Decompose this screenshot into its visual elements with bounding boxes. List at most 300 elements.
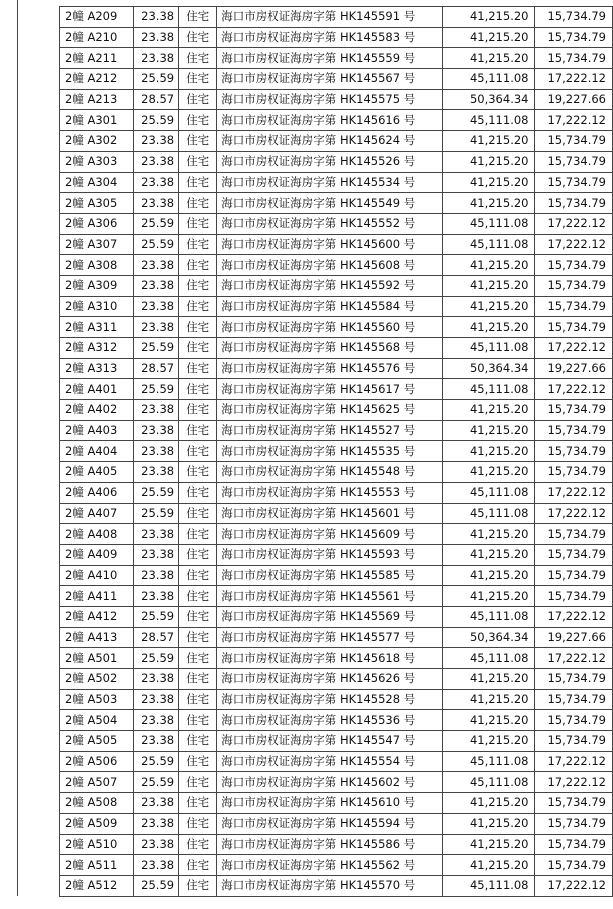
total-price-cell: 41,215.20 <box>442 7 535 28</box>
table-row <box>60 89 613 110</box>
unit-cell: 2幢 A302 <box>60 131 134 152</box>
area-cell: 25.59 <box>134 234 179 255</box>
unit-cell: 2幢 A301 <box>60 110 134 131</box>
certificate-cell: 海口市房权证海房字第 HK145602 号 <box>217 772 443 793</box>
usage-cell: 住宅 <box>179 317 217 338</box>
certificate-cell: 海口市房权证海房字第 HK145568 号 <box>217 338 443 359</box>
usage-cell: 住宅 <box>179 358 217 379</box>
usage-cell: 住宅 <box>179 441 217 462</box>
area-cell: 23.38 <box>134 420 179 441</box>
unit-cell: 2幢 A408 <box>60 524 134 545</box>
usage-cell: 住宅 <box>179 710 217 731</box>
usage-cell: 住宅 <box>179 213 217 234</box>
total-price-cell: 41,215.20 <box>442 834 535 855</box>
table-row <box>60 855 613 876</box>
usage-cell: 住宅 <box>179 255 217 276</box>
unit-price-cell: 15,734.79 <box>535 441 613 462</box>
usage-cell: 住宅 <box>179 27 217 48</box>
certificate-cell: 海口市房权证海房字第 HK145585 号 <box>217 565 443 586</box>
table-row <box>60 48 613 69</box>
area-cell: 23.38 <box>134 710 179 731</box>
total-price-cell: 50,364.34 <box>442 358 535 379</box>
usage-cell: 住宅 <box>179 793 217 814</box>
area-cell: 25.59 <box>134 379 179 400</box>
area-cell: 25.59 <box>134 875 179 896</box>
certificate-cell: 海口市房权证海房字第 HK145553 号 <box>217 482 443 503</box>
unit-price-cell: 17,222.12 <box>535 110 613 131</box>
unit-price-cell: 15,734.79 <box>535 731 613 752</box>
table-row <box>60 544 613 565</box>
unit-price-cell: 15,734.79 <box>535 27 613 48</box>
certificate-cell: 海口市房权证海房字第 HK145536 号 <box>217 710 443 731</box>
certificate-cell: 海口市房权证海房字第 HK145625 号 <box>217 400 443 421</box>
table-row <box>60 710 613 731</box>
unit-cell: 2幢 A409 <box>60 544 134 565</box>
certificate-cell: 海口市房权证海房字第 HK145591 号 <box>217 7 443 28</box>
table-row <box>60 193 613 214</box>
unit-price-cell: 15,734.79 <box>535 565 613 586</box>
table-row <box>60 834 613 855</box>
total-price-cell: 41,215.20 <box>442 131 535 152</box>
certificate-cell: 海口市房权证海房字第 HK145559 号 <box>217 48 443 69</box>
area-cell: 23.38 <box>134 151 179 172</box>
unit-cell: 2幢 A403 <box>60 420 134 441</box>
area-cell: 23.38 <box>134 172 179 193</box>
certificate-cell: 海口市房权证海房字第 HK145567 号 <box>217 69 443 90</box>
table-row <box>60 669 613 690</box>
unit-cell: 2幢 A503 <box>60 689 134 710</box>
certificate-cell: 海口市房权证海房字第 HK145617 号 <box>217 379 443 400</box>
unit-price-cell: 15,734.79 <box>535 586 613 607</box>
table-row <box>60 751 613 772</box>
area-cell: 23.38 <box>134 131 179 152</box>
total-price-cell: 45,111.08 <box>442 503 535 524</box>
usage-cell: 住宅 <box>179 772 217 793</box>
unit-price-cell: 17,222.12 <box>535 503 613 524</box>
certificate-cell: 海口市房权证海房字第 HK145586 号 <box>217 834 443 855</box>
area-cell: 25.59 <box>134 503 179 524</box>
table-row <box>60 338 613 359</box>
unit-cell: 2幢 A412 <box>60 606 134 627</box>
unit-cell: 2幢 A308 <box>60 255 134 276</box>
property-table <box>59 6 613 897</box>
total-price-cell: 41,215.20 <box>442 669 535 690</box>
total-price-cell: 45,111.08 <box>442 482 535 503</box>
usage-cell: 住宅 <box>179 731 217 752</box>
table-row <box>60 875 613 896</box>
unit-cell: 2幢 A404 <box>60 441 134 462</box>
table-row <box>60 131 613 152</box>
certificate-cell: 海口市房权证海房字第 HK145584 号 <box>217 296 443 317</box>
area-cell: 23.38 <box>134 317 179 338</box>
unit-price-cell: 15,734.79 <box>535 524 613 545</box>
unit-price-cell: 17,222.12 <box>535 875 613 896</box>
area-cell: 23.38 <box>134 586 179 607</box>
unit-cell: 2幢 A310 <box>60 296 134 317</box>
unit-cell: 2幢 A509 <box>60 813 134 834</box>
unit-price-cell: 15,734.79 <box>535 7 613 28</box>
total-price-cell: 45,111.08 <box>442 338 535 359</box>
certificate-cell: 海口市房权证海房字第 HK145583 号 <box>217 27 443 48</box>
area-cell: 23.38 <box>134 731 179 752</box>
unit-price-cell: 17,222.12 <box>535 606 613 627</box>
table-row <box>60 689 613 710</box>
unit-price-cell: 17,222.12 <box>535 338 613 359</box>
area-cell: 23.38 <box>134 275 179 296</box>
total-price-cell: 41,215.20 <box>442 689 535 710</box>
unit-price-cell: 19,227.66 <box>535 89 613 110</box>
usage-cell: 住宅 <box>179 689 217 710</box>
total-price-cell: 41,215.20 <box>442 586 535 607</box>
certificate-cell: 海口市房权证海房字第 HK145608 号 <box>217 255 443 276</box>
total-price-cell: 45,111.08 <box>442 234 535 255</box>
unit-cell: 2幢 A505 <box>60 731 134 752</box>
total-price-cell: 41,215.20 <box>442 317 535 338</box>
usage-cell: 住宅 <box>179 648 217 669</box>
usage-cell: 住宅 <box>179 524 217 545</box>
usage-cell: 住宅 <box>179 338 217 359</box>
table-row <box>60 648 613 669</box>
unit-price-cell: 17,222.12 <box>535 482 613 503</box>
table-row <box>60 524 613 545</box>
total-price-cell: 50,364.34 <box>442 89 535 110</box>
certificate-cell: 海口市房权证海房字第 HK145535 号 <box>217 441 443 462</box>
unit-cell: 2幢 A501 <box>60 648 134 669</box>
area-cell: 23.38 <box>134 48 179 69</box>
unit-cell: 2幢 A309 <box>60 275 134 296</box>
usage-cell: 住宅 <box>179 420 217 441</box>
area-cell: 25.59 <box>134 648 179 669</box>
area-cell: 25.59 <box>134 751 179 772</box>
unit-price-cell: 17,222.12 <box>535 69 613 90</box>
unit-price-cell: 15,734.79 <box>535 48 613 69</box>
unit-cell: 2幢 A312 <box>60 338 134 359</box>
total-price-cell: 45,111.08 <box>442 110 535 131</box>
table-row <box>60 627 613 648</box>
certificate-cell: 海口市房权证海房字第 HK145594 号 <box>217 813 443 834</box>
table-row <box>60 255 613 276</box>
total-price-cell: 41,215.20 <box>442 400 535 421</box>
unit-price-cell: 15,734.79 <box>535 793 613 814</box>
certificate-cell: 海口市房权证海房字第 HK145618 号 <box>217 648 443 669</box>
table-row <box>60 7 613 28</box>
total-price-cell: 41,215.20 <box>442 275 535 296</box>
total-price-cell: 41,215.20 <box>442 565 535 586</box>
unit-cell: 2幢 A502 <box>60 669 134 690</box>
usage-cell: 住宅 <box>179 275 217 296</box>
usage-cell: 住宅 <box>179 48 217 69</box>
usage-cell: 住宅 <box>179 89 217 110</box>
total-price-cell: 45,111.08 <box>442 875 535 896</box>
usage-cell: 住宅 <box>179 669 217 690</box>
usage-cell: 住宅 <box>179 462 217 483</box>
usage-cell: 住宅 <box>179 151 217 172</box>
total-price-cell: 45,111.08 <box>442 69 535 90</box>
certificate-cell: 海口市房权证海房字第 HK145560 号 <box>217 317 443 338</box>
table-row <box>60 503 613 524</box>
table-row <box>60 69 613 90</box>
unit-cell: 2幢 A411 <box>60 586 134 607</box>
total-price-cell: 45,111.08 <box>442 379 535 400</box>
certificate-cell: 海口市房权证海房字第 HK145609 号 <box>217 524 443 545</box>
unit-price-cell: 19,227.66 <box>535 627 613 648</box>
table-row <box>60 420 613 441</box>
table-row <box>60 317 613 338</box>
area-cell: 25.59 <box>134 213 179 234</box>
area-cell: 25.59 <box>134 338 179 359</box>
table-row <box>60 172 613 193</box>
area-cell: 23.38 <box>134 855 179 876</box>
table-row <box>60 213 613 234</box>
unit-cell: 2幢 A211 <box>60 48 134 69</box>
unit-cell: 2幢 A512 <box>60 875 134 896</box>
total-price-cell: 41,215.20 <box>442 462 535 483</box>
unit-cell: 2幢 A405 <box>60 462 134 483</box>
unit-price-cell: 15,734.79 <box>535 193 613 214</box>
table-row <box>60 586 613 607</box>
table-row <box>60 400 613 421</box>
certificate-cell: 海口市房权证海房字第 HK145593 号 <box>217 544 443 565</box>
certificate-cell: 海口市房权证海房字第 HK145575 号 <box>217 89 443 110</box>
unit-price-cell: 15,734.79 <box>535 420 613 441</box>
total-price-cell: 50,364.34 <box>442 627 535 648</box>
table-row <box>60 606 613 627</box>
certificate-cell: 海口市房权证海房字第 HK145570 号 <box>217 875 443 896</box>
unit-cell: 2幢 A511 <box>60 855 134 876</box>
unit-price-cell: 15,734.79 <box>535 172 613 193</box>
table-row <box>60 151 613 172</box>
usage-cell: 住宅 <box>179 7 217 28</box>
area-cell: 23.38 <box>134 793 179 814</box>
area-cell: 25.59 <box>134 110 179 131</box>
area-cell: 23.38 <box>134 544 179 565</box>
unit-price-cell: 17,222.12 <box>535 751 613 772</box>
usage-cell: 住宅 <box>179 400 217 421</box>
unit-price-cell: 15,734.79 <box>535 131 613 152</box>
area-cell: 25.59 <box>134 69 179 90</box>
certificate-cell: 海口市房权证海房字第 HK145561 号 <box>217 586 443 607</box>
table-row <box>60 110 613 131</box>
unit-cell: 2幢 A504 <box>60 710 134 731</box>
unit-cell: 2幢 A304 <box>60 172 134 193</box>
certificate-cell: 海口市房权证海房字第 HK145569 号 <box>217 606 443 627</box>
area-cell: 23.38 <box>134 565 179 586</box>
unit-price-cell: 15,734.79 <box>535 544 613 565</box>
certificate-cell: 海口市房权证海房字第 HK145626 号 <box>217 669 443 690</box>
total-price-cell: 41,215.20 <box>442 731 535 752</box>
unit-price-cell: 19,227.66 <box>535 358 613 379</box>
table-row <box>60 731 613 752</box>
table-row <box>60 234 613 255</box>
certificate-cell: 海口市房权证海房字第 HK145624 号 <box>217 131 443 152</box>
usage-cell: 住宅 <box>179 565 217 586</box>
total-price-cell: 41,215.20 <box>442 544 535 565</box>
table-row <box>60 296 613 317</box>
unit-cell: 2幢 A305 <box>60 193 134 214</box>
certificate-cell: 海口市房权证海房字第 HK145547 号 <box>217 731 443 752</box>
total-price-cell: 41,215.20 <box>442 193 535 214</box>
total-price-cell: 41,215.20 <box>442 524 535 545</box>
area-cell: 25.59 <box>134 772 179 793</box>
total-price-cell: 41,215.20 <box>442 710 535 731</box>
usage-cell: 住宅 <box>179 544 217 565</box>
usage-cell: 住宅 <box>179 751 217 772</box>
certificate-cell: 海口市房权证海房字第 HK145552 号 <box>217 213 443 234</box>
usage-cell: 住宅 <box>179 296 217 317</box>
unit-price-cell: 17,222.12 <box>535 213 613 234</box>
usage-cell: 住宅 <box>179 193 217 214</box>
area-cell: 23.38 <box>134 27 179 48</box>
certificate-cell: 海口市房权证海房字第 HK145548 号 <box>217 462 443 483</box>
unit-price-cell: 15,734.79 <box>535 462 613 483</box>
unit-cell: 2幢 A402 <box>60 400 134 421</box>
unit-price-cell: 15,734.79 <box>535 255 613 276</box>
unit-price-cell: 15,734.79 <box>535 710 613 731</box>
table-row <box>60 462 613 483</box>
unit-price-cell: 15,734.79 <box>535 400 613 421</box>
total-price-cell: 45,111.08 <box>442 606 535 627</box>
unit-cell: 2幢 A510 <box>60 834 134 855</box>
table-row <box>60 275 613 296</box>
area-cell: 28.57 <box>134 627 179 648</box>
certificate-cell: 海口市房权证海房字第 HK145610 号 <box>217 793 443 814</box>
certificate-cell: 海口市房权证海房字第 HK145526 号 <box>217 151 443 172</box>
left-border-line <box>17 0 18 896</box>
total-price-cell: 45,111.08 <box>442 648 535 669</box>
table-row <box>60 565 613 586</box>
total-price-cell: 41,215.20 <box>442 27 535 48</box>
area-cell: 23.38 <box>134 7 179 28</box>
unit-price-cell: 17,222.12 <box>535 234 613 255</box>
unit-cell: 2幢 A311 <box>60 317 134 338</box>
usage-cell: 住宅 <box>179 606 217 627</box>
unit-cell: 2幢 A406 <box>60 482 134 503</box>
total-price-cell: 41,215.20 <box>442 255 535 276</box>
unit-cell: 2幢 A407 <box>60 503 134 524</box>
table-row <box>60 772 613 793</box>
unit-cell: 2幢 A209 <box>60 7 134 28</box>
total-price-cell: 45,111.08 <box>442 751 535 772</box>
area-cell: 23.38 <box>134 834 179 855</box>
unit-price-cell: 15,734.79 <box>535 669 613 690</box>
certificate-cell: 海口市房权证海房字第 HK145601 号 <box>217 503 443 524</box>
certificate-cell: 海口市房权证海房字第 HK145592 号 <box>217 275 443 296</box>
certificate-cell: 海口市房权证海房字第 HK145562 号 <box>217 855 443 876</box>
unit-cell: 2幢 A212 <box>60 69 134 90</box>
property-table-body <box>60 7 613 897</box>
table-row <box>60 813 613 834</box>
certificate-cell: 海口市房权证海房字第 HK145554 号 <box>217 751 443 772</box>
area-cell: 28.57 <box>134 89 179 110</box>
area-cell: 23.38 <box>134 193 179 214</box>
unit-cell: 2幢 A303 <box>60 151 134 172</box>
area-cell: 25.59 <box>134 482 179 503</box>
unit-cell: 2幢 A401 <box>60 379 134 400</box>
usage-cell: 住宅 <box>179 482 217 503</box>
unit-price-cell: 15,734.79 <box>535 813 613 834</box>
unit-price-cell: 15,734.79 <box>535 317 613 338</box>
unit-cell: 2幢 A413 <box>60 627 134 648</box>
total-price-cell: 41,215.20 <box>442 151 535 172</box>
usage-cell: 住宅 <box>179 855 217 876</box>
total-price-cell: 45,111.08 <box>442 772 535 793</box>
usage-cell: 住宅 <box>179 627 217 648</box>
unit-cell: 2幢 A306 <box>60 213 134 234</box>
usage-cell: 住宅 <box>179 379 217 400</box>
certificate-cell: 海口市房权证海房字第 HK145576 号 <box>217 358 443 379</box>
unit-price-cell: 15,734.79 <box>535 689 613 710</box>
usage-cell: 住宅 <box>179 172 217 193</box>
total-price-cell: 41,215.20 <box>442 813 535 834</box>
certificate-cell: 海口市房权证海房字第 HK145534 号 <box>217 172 443 193</box>
unit-cell: 2幢 A506 <box>60 751 134 772</box>
certificate-cell: 海口市房权证海房字第 HK145616 号 <box>217 110 443 131</box>
usage-cell: 住宅 <box>179 69 217 90</box>
certificate-cell: 海口市房权证海房字第 HK145527 号 <box>217 420 443 441</box>
unit-price-cell: 15,734.79 <box>535 275 613 296</box>
unit-cell: 2幢 A307 <box>60 234 134 255</box>
usage-cell: 住宅 <box>179 234 217 255</box>
total-price-cell: 41,215.20 <box>442 48 535 69</box>
unit-cell: 2幢 A210 <box>60 27 134 48</box>
area-cell: 23.38 <box>134 441 179 462</box>
unit-price-cell: 15,734.79 <box>535 296 613 317</box>
area-cell: 23.38 <box>134 462 179 483</box>
unit-cell: 2幢 A313 <box>60 358 134 379</box>
unit-price-cell: 17,222.12 <box>535 772 613 793</box>
unit-cell: 2幢 A410 <box>60 565 134 586</box>
certificate-cell: 海口市房权证海房字第 HK145549 号 <box>217 193 443 214</box>
area-cell: 23.38 <box>134 689 179 710</box>
area-cell: 23.38 <box>134 669 179 690</box>
area-cell: 23.38 <box>134 400 179 421</box>
table-row <box>60 358 613 379</box>
unit-cell: 2幢 A508 <box>60 793 134 814</box>
total-price-cell: 41,215.20 <box>442 441 535 462</box>
usage-cell: 住宅 <box>179 875 217 896</box>
certificate-cell: 海口市房权证海房字第 HK145528 号 <box>217 689 443 710</box>
unit-price-cell: 17,222.12 <box>535 379 613 400</box>
table-row <box>60 793 613 814</box>
total-price-cell: 45,111.08 <box>442 213 535 234</box>
certificate-cell: 海口市房权证海房字第 HK145577 号 <box>217 627 443 648</box>
unit-cell: 2幢 A507 <box>60 772 134 793</box>
table-row <box>60 441 613 462</box>
area-cell: 23.38 <box>134 255 179 276</box>
usage-cell: 住宅 <box>179 813 217 834</box>
unit-price-cell: 15,734.79 <box>535 834 613 855</box>
area-cell: 23.38 <box>134 813 179 834</box>
area-cell: 28.57 <box>134 358 179 379</box>
table-row <box>60 482 613 503</box>
unit-price-cell: 15,734.79 <box>535 855 613 876</box>
certificate-cell: 海口市房权证海房字第 HK145600 号 <box>217 234 443 255</box>
unit-cell: 2幢 A213 <box>60 89 134 110</box>
table-row <box>60 27 613 48</box>
area-cell: 25.59 <box>134 606 179 627</box>
usage-cell: 住宅 <box>179 503 217 524</box>
usage-cell: 住宅 <box>179 586 217 607</box>
total-price-cell: 41,215.20 <box>442 793 535 814</box>
usage-cell: 住宅 <box>179 834 217 855</box>
total-price-cell: 41,215.20 <box>442 172 535 193</box>
area-cell: 23.38 <box>134 296 179 317</box>
usage-cell: 住宅 <box>179 131 217 152</box>
unit-price-cell: 17,222.12 <box>535 648 613 669</box>
total-price-cell: 41,215.20 <box>442 296 535 317</box>
table-row <box>60 379 613 400</box>
unit-price-cell: 15,734.79 <box>535 151 613 172</box>
